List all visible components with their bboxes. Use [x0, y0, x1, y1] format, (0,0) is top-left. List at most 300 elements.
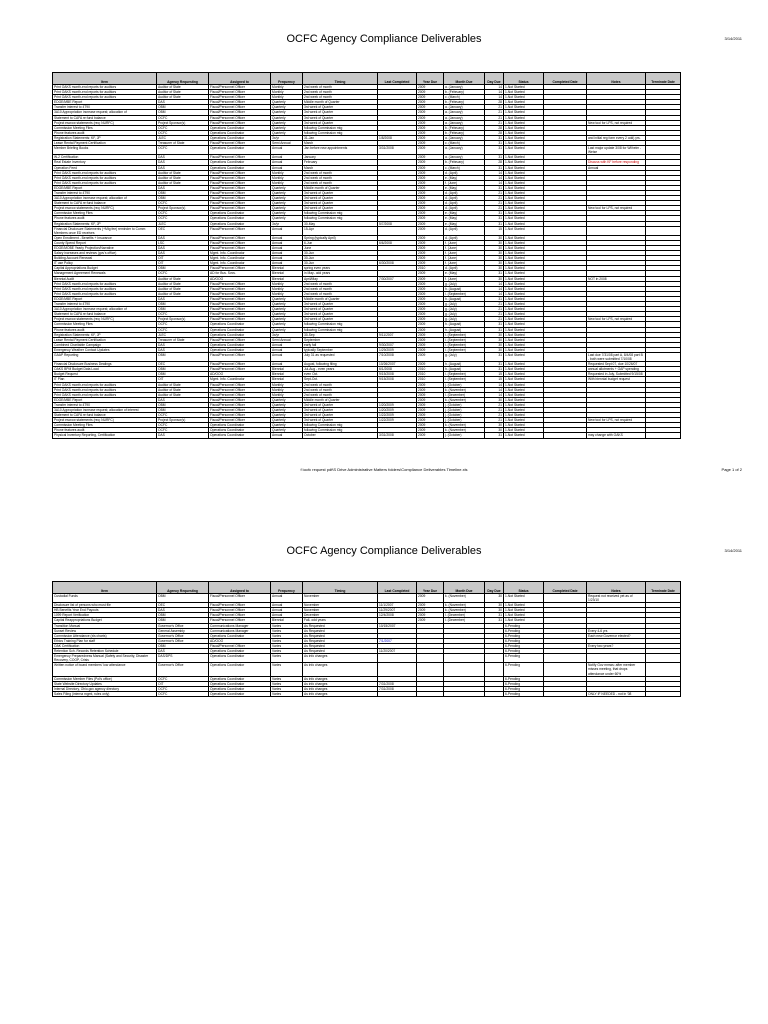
table-cell: 6-Pending [504, 681, 544, 686]
table-cell: Transfer interest to 4T90 [53, 402, 157, 407]
table-cell: 1099 Report Verification [53, 613, 157, 618]
table-cell: Quarterly [271, 296, 303, 301]
table-cell: Operations Coordinator [209, 211, 271, 216]
table-cell: Custodial Funds [53, 594, 157, 603]
table-cell: e. (May) [444, 175, 485, 180]
table-cell: 31 [485, 135, 504, 140]
table-cell: 1-Not Started [504, 130, 544, 135]
table-cell: 6-Pending [504, 676, 544, 681]
table-cell: Middle month of Quarter [303, 397, 378, 402]
table-cell: 2009 [417, 382, 444, 387]
table-cell: AD/OOO [209, 372, 271, 377]
table-cell: Operations Coordinator [209, 633, 271, 638]
table-cell: c. (March) [444, 165, 485, 170]
table-cell: As Requested [303, 633, 378, 638]
table-cell: 2nd week of month [303, 175, 378, 180]
table-cell: 1-Not Started [504, 347, 544, 352]
table-cell: 6/1/2008 [378, 367, 417, 372]
table-cell: Print OAKS month-end reports for auditors [53, 382, 157, 387]
table-cell: Registration Statements: KF, JP [53, 135, 157, 140]
table-cell: IT use Policy [53, 261, 157, 266]
table-cell: 6-Pending [504, 623, 544, 628]
table-cell: OCFC [157, 676, 209, 681]
table-cell: OBM [157, 266, 209, 271]
table-cell: 2009 [417, 296, 444, 301]
table-cell: EDGE/MBE Report [53, 296, 157, 301]
table-cell [485, 663, 504, 676]
table-cell: Print OAKS month-end reports for auditors [53, 90, 157, 95]
table-cell: Auditor of State [157, 392, 209, 397]
table-cell: OCFC [157, 327, 209, 332]
table-cell: NOT in 2008 [587, 276, 646, 281]
table-cell: 2009 [417, 342, 444, 347]
table-cell: c. (March) [444, 141, 485, 146]
table-cell [646, 691, 681, 696]
table-cell: OBM [157, 613, 209, 618]
table-cell: f. (June) [444, 261, 485, 266]
table-cell: Fiscal/Personnel Officer [209, 402, 271, 407]
table-cell: 28 [485, 100, 504, 105]
table-cell: Annual [271, 165, 303, 170]
table-cell: d. (April) [444, 266, 485, 271]
table-cell: 6/30/2008 [378, 261, 417, 266]
table-cell: New tool for LPS, not required [587, 120, 646, 125]
table-cell: f. (June) [444, 251, 485, 256]
table-cell: 2nd week of month [303, 286, 378, 291]
table-cell: 31 [485, 155, 504, 160]
table-cell [544, 691, 587, 696]
table-cell: 30 [485, 246, 504, 251]
table-cell: 2009 [417, 418, 444, 423]
table-cell: 1-Not Started [504, 367, 544, 372]
table-cell: Biennial [271, 266, 303, 271]
table-cell: Operations Coordinator [209, 332, 271, 337]
table-cell: DAS [157, 246, 209, 251]
table-cell: 1-Not Started [504, 337, 544, 342]
table-cell: OCFC [157, 201, 209, 206]
table-cell: Notify Gov mmws: after member misses meeting, that drops attendance under 60% [587, 663, 646, 676]
table-cell: Quarterly [271, 211, 303, 216]
table-cell [646, 226, 681, 235]
table-cell: 21 [485, 312, 504, 317]
table-cell: 1-Not Started [504, 372, 544, 377]
table-cell: GAAP Reporting [53, 352, 157, 361]
table-cell: Auditor of State [157, 286, 209, 291]
table-cell: Annual [271, 256, 303, 261]
table-cell: Fiscal/Personnel Officer [209, 382, 271, 387]
table-cell: Fiscal/Personnel Officer [209, 85, 271, 90]
table-cell: Monthly [271, 180, 303, 185]
table-cell: OBM [157, 190, 209, 195]
table-cell: 1-Not Started [504, 135, 544, 140]
table-cell [444, 654, 485, 663]
table-cell: Quarterly [271, 120, 303, 125]
table-cell: Fiscal/Personnel Officer [209, 155, 271, 160]
table-cell: 3rd week of Quarter [303, 413, 378, 418]
table-cell: Project escrow statements (req: NURFC) [53, 418, 157, 423]
table-cell: As Requested [303, 638, 378, 643]
table-cell: 21 [485, 115, 504, 120]
table-cell: Commission Meeting Files [53, 211, 157, 216]
table-cell: Varies [271, 628, 303, 633]
table-cell: Biennial [271, 367, 303, 372]
table-cell: 30 [485, 337, 504, 342]
table-cell: DAS [157, 649, 209, 654]
table-cell: Print OAKS month-end reports for auditors [53, 387, 157, 392]
table-cell: 30-Sep [303, 332, 378, 337]
table-cell [378, 594, 417, 603]
table-cell: Annual [271, 433, 303, 438]
table-cell: j. (October) [444, 402, 485, 407]
table-cell: OBM [157, 594, 209, 603]
table-cell: Print OAKS month-end reports for auditors [53, 175, 157, 180]
table-cell: Operations Coordinator [209, 686, 271, 691]
table-cell: Annual [587, 165, 646, 170]
table-cell: 2009 [417, 352, 444, 361]
table-cell: 3rd week of Quarter [303, 317, 378, 322]
table-cell: Fiscal/Personnel Officer [209, 618, 271, 623]
table-cell: Auditor of State [157, 276, 209, 281]
table-cell: 6-Pending [504, 643, 544, 648]
table-cell: i. (September) [444, 377, 485, 382]
table-cell: IT Plan [53, 377, 157, 382]
table-cell: Real Estate Inventory [53, 160, 157, 165]
table-cell: Discuss with KF before responding [587, 160, 646, 165]
table-cell: Fiscal/Personnel Officer [209, 362, 271, 367]
table-cell: Quarterly [271, 130, 303, 135]
table-cell: Quarterly [271, 307, 303, 312]
table-cell: 2009 [417, 397, 444, 402]
table-cell [646, 663, 681, 676]
table-cell: f. (June) [444, 256, 485, 261]
table-cell: 2009 [417, 90, 444, 95]
page-title: OCFC Agency Compliance Deliverables [286, 33, 482, 45]
table-cell: Print OAKS month-end reports for auditors [53, 281, 157, 286]
table-cell: 2009 [417, 261, 444, 266]
table-cell: 2nd week of month [303, 392, 378, 397]
table-cell: Retention Sch. Records Retention Schedule [53, 649, 157, 654]
table-cell: 1/20/2009 [378, 408, 417, 413]
table-cell: 11/20/2007 [378, 649, 417, 654]
table-cell: 2nd week of month [303, 291, 378, 296]
table-cell [444, 663, 485, 676]
table-cell: 2009 [417, 190, 444, 195]
table-cell: Monthly [271, 95, 303, 100]
table-cell: 2009 [417, 216, 444, 221]
table-cell: Monthly [271, 175, 303, 180]
table-cell: OCFC [157, 322, 209, 327]
table-cell: 30 [485, 347, 504, 352]
table-cell: 1-Not Started [504, 95, 544, 100]
table-cell: 1-Not Started [504, 594, 544, 603]
table-cell: 9/11/2007 [378, 332, 417, 337]
table-cell: Auditor of State [157, 90, 209, 95]
table-cell: 2009 [417, 362, 444, 367]
table-cell: Statement to CAFA re:fund balance [53, 312, 157, 317]
table-cell: OCFC [157, 125, 209, 130]
table-cell: 15-Apr [303, 226, 378, 235]
table-cell: Phone features audit [53, 130, 157, 135]
table-cell: 2009 [417, 201, 444, 206]
table-cell: Monthly [271, 281, 303, 286]
table-cell: c. (March) [444, 95, 485, 100]
table-cell: g. (July) [444, 307, 485, 312]
table-cell: Quarterly [271, 327, 303, 332]
table-cell [544, 146, 587, 155]
table-cell: 1-Not Started [504, 226, 544, 235]
table-cell: typically September [303, 347, 378, 352]
table-cell: Annual [271, 240, 303, 245]
table-cell: Annual [271, 594, 303, 603]
table-cell: 1-Not Started [504, 291, 544, 296]
table-cell: EDGE/MOBE Yearly Projection/Narrative [53, 246, 157, 251]
table-cell: Biennial [271, 372, 303, 377]
table-cell: Disclosure list of persons who must file [53, 603, 157, 608]
table-cell: 6-Pending [504, 638, 544, 643]
table-cell: Quarterly [271, 428, 303, 433]
table-cell: 2009 [417, 165, 444, 170]
column-header: Completed Date [544, 582, 587, 594]
table-cell: following Commission mtg [303, 211, 378, 216]
table-cell: Auditor of State [157, 291, 209, 296]
table-cell: 1-Not Started [504, 125, 544, 130]
table-cell: Operations Coordinator [209, 681, 271, 686]
table-cell: 31 [485, 185, 504, 190]
table-cell: Middle month of Quarter [303, 296, 378, 301]
table-cell: Fiscal/Personnel Officer [209, 608, 271, 613]
table-cell: 1-Not Started [504, 206, 544, 211]
table-cell: Fiscal/Personnel Officer [209, 413, 271, 418]
column-header: Item [53, 582, 157, 594]
table-cell: k. (November) [444, 428, 485, 433]
table-cell: Annual [271, 146, 303, 155]
table-cell: November [303, 608, 378, 613]
table-cell: December [303, 613, 378, 618]
table-cell: Fiscal/Personnel Officer [209, 392, 271, 397]
table-cell: March [303, 141, 378, 146]
table-cell: 14 [485, 85, 504, 90]
table-cell: Operations Coordinator [209, 433, 271, 438]
table-cell: Quarterly [271, 302, 303, 307]
table-cell: 2009 [417, 322, 444, 327]
table-cell: Capital Reappropriations Budget [53, 618, 157, 623]
table-cell: Varies [271, 654, 303, 663]
table-cell: OCFC [157, 312, 209, 317]
page-title: OCFC Agency Compliance Deliverables [286, 545, 482, 557]
table-cell: Quarterly [271, 196, 303, 201]
table-cell: 5/7/2008 [378, 221, 417, 226]
table-cell: 31 [485, 146, 504, 155]
table-row [53, 433, 681, 438]
table-cell: 21 [485, 120, 504, 125]
table-cell: Quarterly [271, 408, 303, 413]
table-cell: AD/OOO [209, 638, 271, 643]
table-cell: 31 [485, 271, 504, 276]
table-cell: h. (August) [444, 322, 485, 327]
table-cell: Jul-Aug - even years [303, 367, 378, 372]
table-cell: 30 [485, 235, 504, 240]
table-cell: Auditor of State [157, 281, 209, 286]
table-cell [646, 146, 681, 155]
table-cell: 1-Not Started [504, 423, 544, 428]
table-cell: Biennial [271, 377, 303, 382]
table-cell: Combined Charitable Campaign [53, 342, 157, 347]
table-cell: 14 [485, 291, 504, 296]
table-cell: a. (January) [444, 120, 485, 125]
table-cell: 2009 [417, 235, 444, 240]
table-cell: Governor's Office [157, 633, 209, 638]
table-cell: Fiscal/Personnel Officer [209, 170, 271, 175]
table-cell: 1-Not Started [504, 387, 544, 392]
table-cell: November [303, 594, 378, 603]
table-cell: Quarterly [271, 100, 303, 105]
table-cell: 30-May [303, 221, 378, 226]
table-cell: a. (January) [444, 115, 485, 120]
table-cell: DAS [157, 155, 209, 160]
table-cell: Quarterly [271, 423, 303, 428]
table-cell: 31 [485, 296, 504, 301]
table-cell: DAS [157, 165, 209, 170]
table-cell: 2009 [417, 105, 444, 110]
table-cell: h. (August) [444, 327, 485, 332]
table-cell: Operations Coordinator [209, 428, 271, 433]
table-cell: 31 [485, 433, 504, 438]
table-cell: Project Sponsor(s) [157, 418, 209, 423]
table-cell: 1-Not Started [504, 322, 544, 327]
table-cell [544, 654, 587, 663]
table-cell: Mgmt. Info. Coordinator [209, 256, 271, 261]
table-cell: OBM [157, 402, 209, 407]
table-cell: h. (August) [444, 286, 485, 291]
table-cell: As Requested [303, 649, 378, 654]
table-row [53, 146, 681, 155]
table-cell: OBM [157, 367, 209, 372]
table-cell: OBM [157, 307, 209, 312]
table-cell: 3rd week of Quarter [303, 110, 378, 115]
table-cell: 2009 [417, 170, 444, 175]
table-cell: 15 [485, 377, 504, 382]
table-cell: b. (February) [444, 130, 485, 135]
table-cell: 2009 [417, 332, 444, 337]
table-cell: Operation Feed [53, 165, 157, 170]
column-header: Agency Requesting [157, 582, 209, 594]
table-cell: Quarterly [271, 312, 303, 317]
column-header: Last Completed [378, 582, 417, 594]
table-cell: Fiscal/Personnel Officer [209, 408, 271, 413]
table-cell: 1-Not Started [504, 120, 544, 125]
column-header: Frequency [271, 73, 303, 85]
table-cell: 31 [485, 141, 504, 146]
table-cell: JLEC [157, 135, 209, 140]
table-cell: Last major update 3/08 for Wilhelm - Weise [587, 146, 646, 155]
column-header: Month Due [444, 73, 485, 85]
table-cell: Every two years? [587, 643, 646, 648]
table-cell: 21 [485, 317, 504, 322]
table-cell: Quarterly [271, 105, 303, 110]
table-cell: 31 [485, 216, 504, 221]
table-cell: 31 [485, 221, 504, 226]
table-cell: 2010 [417, 372, 444, 377]
table-cell: Annual [271, 261, 303, 266]
table-cell: DAS [157, 433, 209, 438]
table-cell: November [303, 603, 378, 608]
table-cell: 6-Pending [504, 649, 544, 654]
table-cell: Financial Disclosure Business Dealings [53, 362, 157, 367]
table-cell: Monthly [271, 170, 303, 175]
table-cell: 30-Jun [303, 256, 378, 261]
table-cell: 1-Not Started [504, 240, 544, 245]
table-cell: 30 [485, 240, 504, 245]
table-cell: Operations Coordinator [209, 347, 271, 352]
table-cell: Requested Sept 07, due 10/26/07 [587, 362, 646, 367]
table-cell: Quarterly [271, 206, 303, 211]
table-cell: OBM [157, 196, 209, 201]
table-cell: 3rd week of Quarter [303, 312, 378, 317]
page-number: Page 1 of 2 [721, 467, 742, 472]
table-cell: With biennial budget request [587, 377, 646, 382]
table-cell [485, 654, 504, 663]
table-cell: Fiscal/Personnel Officer [209, 352, 271, 361]
table-cell: Phone features audit [53, 327, 157, 332]
table-cell: OIT [157, 261, 209, 266]
table-cell: 30 [485, 256, 504, 261]
table-cell: DAS [157, 160, 209, 165]
table-cell: As info changes [303, 681, 378, 686]
table-cell: As Requested [303, 643, 378, 648]
table-cell: 2009 [417, 256, 444, 261]
table-cell: Biennial [271, 271, 303, 276]
table-cell: Quarterly [271, 397, 303, 402]
table-cell: Print OAKS month-end reports for auditors [53, 291, 157, 296]
table-cell: 6-Pending [504, 663, 544, 676]
table-cell: d. (April) [444, 196, 485, 201]
table-cell: October [303, 433, 378, 438]
table-row [53, 226, 681, 235]
table-cell: 2009 [417, 402, 444, 407]
table-cell: Print OAKS month-end reports for auditors [53, 286, 157, 291]
table-cell: a. (January) [444, 85, 485, 90]
table-cell: Auditor of State [157, 170, 209, 175]
table-cell: Monthly [271, 387, 303, 392]
table-cell: 2009 [417, 221, 444, 226]
table-cell: 1-Not Started [504, 170, 544, 175]
table-cell: August, following filing [303, 362, 378, 367]
table-cell: Semi Annual [271, 141, 303, 146]
table-cell: 2009 [417, 347, 444, 352]
table-cell: 3rd week of Quarter [303, 206, 378, 211]
table-cell: As info changes [303, 686, 378, 691]
table-cell: j. (October) [444, 418, 485, 423]
table-cell: 21 [485, 201, 504, 206]
table-cell: Operations Coordinator [209, 676, 271, 681]
table-cell: 2009 [417, 206, 444, 211]
table-cell: f. (June) [444, 276, 485, 281]
table-cell: 1-Not Started [504, 246, 544, 251]
table-cell: 2009 [417, 120, 444, 125]
table-cell: 1-Not Started [504, 180, 544, 185]
table-cell: 1-Not Started [504, 352, 544, 361]
column-header: Item [53, 73, 157, 85]
table-row [53, 663, 681, 676]
table-cell: Transfer interest to 4T90 [53, 190, 157, 195]
table-cell: September [303, 337, 378, 342]
table-cell: Quarterly [271, 317, 303, 322]
table-cell: 1-Not Started [504, 408, 544, 413]
table-cell: Annual [271, 226, 303, 235]
table-cell: i. (September) [444, 347, 485, 352]
table-cell: Varies [271, 638, 303, 643]
table-cell: Operations Coordinator [209, 130, 271, 135]
